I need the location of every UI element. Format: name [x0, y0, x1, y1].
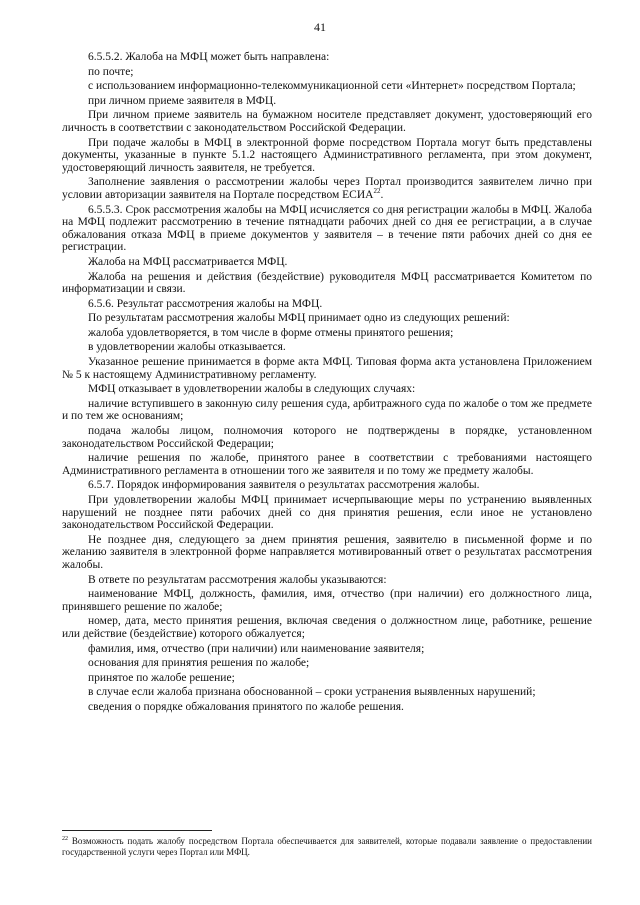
- paragraph: [62, 686, 592, 699]
- paragraph-text-after: .: [380, 188, 384, 201]
- paragraph: [62, 204, 592, 254]
- paragraph: [62, 312, 592, 325]
- footnote-separator: [62, 830, 212, 831]
- paragraph: [62, 574, 592, 587]
- paragraph-text: наличие вступившего в законную силу решения суда, арбитражного суда по жалобе о том же предмете и по тем же основаниям;: [62, 397, 592, 423]
- paragraph: [62, 479, 592, 492]
- paragraph-text: МФЦ отказывает в удовлетворении жалобы в следующих случаях:: [88, 383, 416, 396]
- footnote: [62, 836, 592, 858]
- paragraph: [62, 137, 592, 175]
- paragraph-text: 6.5.5.3. Срок рассмотрения жалобы на МФЦ исчисляется со дня регистрации жалобы в МФЦ. Жалоба на МФЦ подлежит рассмотрению в течение пятнадцати рабочих дней со дня ее регистрации, а в случае обжалования отказа МФЦ в приеме документов у заявителя – в течение пяти рабочих дней со дня ее регистрации.: [62, 203, 592, 254]
- paragraph-text: номер, дата, место принятия решения, включая сведения о должностном лице, работнике, решение или действие (бездействие) которого обжалуется;: [62, 615, 592, 640]
- paragraph: [62, 66, 592, 79]
- document-body: [62, 51, 592, 716]
- paragraph-text: принятое по жалобе решение;: [88, 671, 235, 684]
- paragraph-text: в случае если жалоба признана обоснованной – сроки устранения выявленных нарушений;: [88, 686, 536, 699]
- paragraph-text: Заполнение заявления о рассмотрении жалобы через Портал производится заявителем лично при условии авторизации заявителя на Портале посредством ЕСИА: [62, 176, 592, 201]
- paragraph-text: с использованием информационно-телекоммуникационной сети «Интернет» посредством Портала;: [88, 80, 576, 93]
- paragraph-text: в удовлетворении жалобы отказывается.: [88, 341, 286, 354]
- paragraph-text: основания для принятия решения по жалобе;: [88, 657, 310, 670]
- paragraph: [62, 95, 592, 108]
- page-number: 41: [314, 20, 326, 34]
- footnote-reference: 22: [373, 187, 381, 196]
- paragraph: [62, 701, 592, 714]
- paragraph: [62, 643, 592, 656]
- paragraph-text: Жалоба на решения и действия (бездействие) руководителя МФЦ рассматривается Комитетом по информатизации и связи.: [62, 270, 592, 296]
- paragraph-text: фамилия, имя, отчество (при наличии) или наименование заявителя;: [88, 642, 425, 655]
- paragraph: [62, 494, 592, 532]
- paragraph-text: При удовлетворении жалобы МФЦ принимает исчерпывающие меры по устранению выявленных нарушений не позднее пяти рабочих дней со дня принятия решения, если иное не установлено законодательством Российской Федерации.: [62, 494, 592, 532]
- paragraph-text: по почте;: [88, 65, 134, 78]
- paragraph-text: 6.5.5.2. Жалоба на МФЦ может быть направлена:: [88, 51, 330, 63]
- paragraph-text: наименование МФЦ, должность, фамилия, имя, отчество (при наличии) его должностного лица, принявшего решение по жалобе;: [62, 588, 592, 613]
- paragraph: [62, 657, 592, 670]
- paragraph: [62, 425, 592, 450]
- paragraph: [62, 672, 592, 685]
- paragraph: [62, 615, 592, 640]
- paragraph-text: При личном приеме заявитель на бумажном носителе представляет документ, удостоверяющий его личность в соответствии с законодательством Российской Федерации.: [62, 109, 592, 134]
- paragraph-text: Указанное решение принимается в форме акта МФЦ. Типовая форма акта установлена Приложением № 5 к настоящему Административному регламенту.: [62, 356, 592, 381]
- footnote-text: Возможность подать жалобу посредством Портала обеспечивается для заявителей, которые подавали заявление о предоставлении государственной услуги через Портал или МФЦ.: [62, 836, 592, 857]
- paragraph-text: Не позднее дня, следующего за днем принятия решения, заявителю в письменной форме и по желанию заявителя в электронной форме направляется мотивированный ответ о результатах рассмотрения жалобы.: [62, 533, 592, 571]
- paragraph: [62, 109, 592, 134]
- paragraph: [62, 398, 592, 423]
- paragraph: [62, 51, 592, 64]
- paragraph: [62, 327, 592, 340]
- paragraph-text: Жалоба на МФЦ рассматривается МФЦ.: [88, 255, 288, 268]
- paragraph: [62, 452, 592, 477]
- paragraph: [62, 588, 592, 613]
- paragraph: [62, 298, 592, 311]
- paragraph: [62, 176, 592, 201]
- paragraph: [62, 271, 592, 296]
- paragraph: [62, 383, 592, 396]
- paragraph-text: По результатам рассмотрения жалобы МФЦ принимает одно из следующих решений:: [88, 312, 510, 325]
- footnote-mark: 22: [62, 836, 68, 842]
- paragraph-text: подача жалобы лицом, полномочия которого не подтверждены в порядке, установленном законодательством Российской Федерации;: [62, 425, 592, 450]
- paragraph: [62, 534, 592, 572]
- paragraph: [62, 80, 592, 93]
- paragraph: [62, 256, 592, 269]
- paragraph-text: В ответе по результатам рассмотрения жалобы указываются:: [88, 573, 387, 586]
- paragraph-text: при личном приеме заявителя в МФЦ.: [88, 94, 277, 107]
- paragraph: [62, 341, 592, 354]
- paragraph-text: жалоба удовлетворяется, в том числе в форме отмены принятого решения;: [88, 326, 454, 339]
- paragraph-text: сведения о порядке обжалования принятого по жалобе решения.: [88, 700, 404, 713]
- paragraph-text: 6.5.6. Результат рассмотрения жалобы на МФЦ.: [88, 297, 323, 310]
- paragraph: [62, 356, 592, 381]
- paragraph-text: При подаче жалобы в МФЦ в электронной форме посредством Портала могут быть представлены документы, указанные в пункте 5.1.2 настоящего Административного регламента, при этом документ, удостоверяющий личность заявителя, не требуется.: [62, 136, 592, 174]
- paragraph-text: наличие решения по жалобе, принятого ранее в соответствии с требованиями настоящего Административного регламента в отношении того же заявителя и по тому же предмету жалобы.: [62, 452, 592, 477]
- paragraph-text: 6.5.7. Порядок информирования заявителя о результатах рассмотрения жалобы.: [88, 479, 480, 492]
